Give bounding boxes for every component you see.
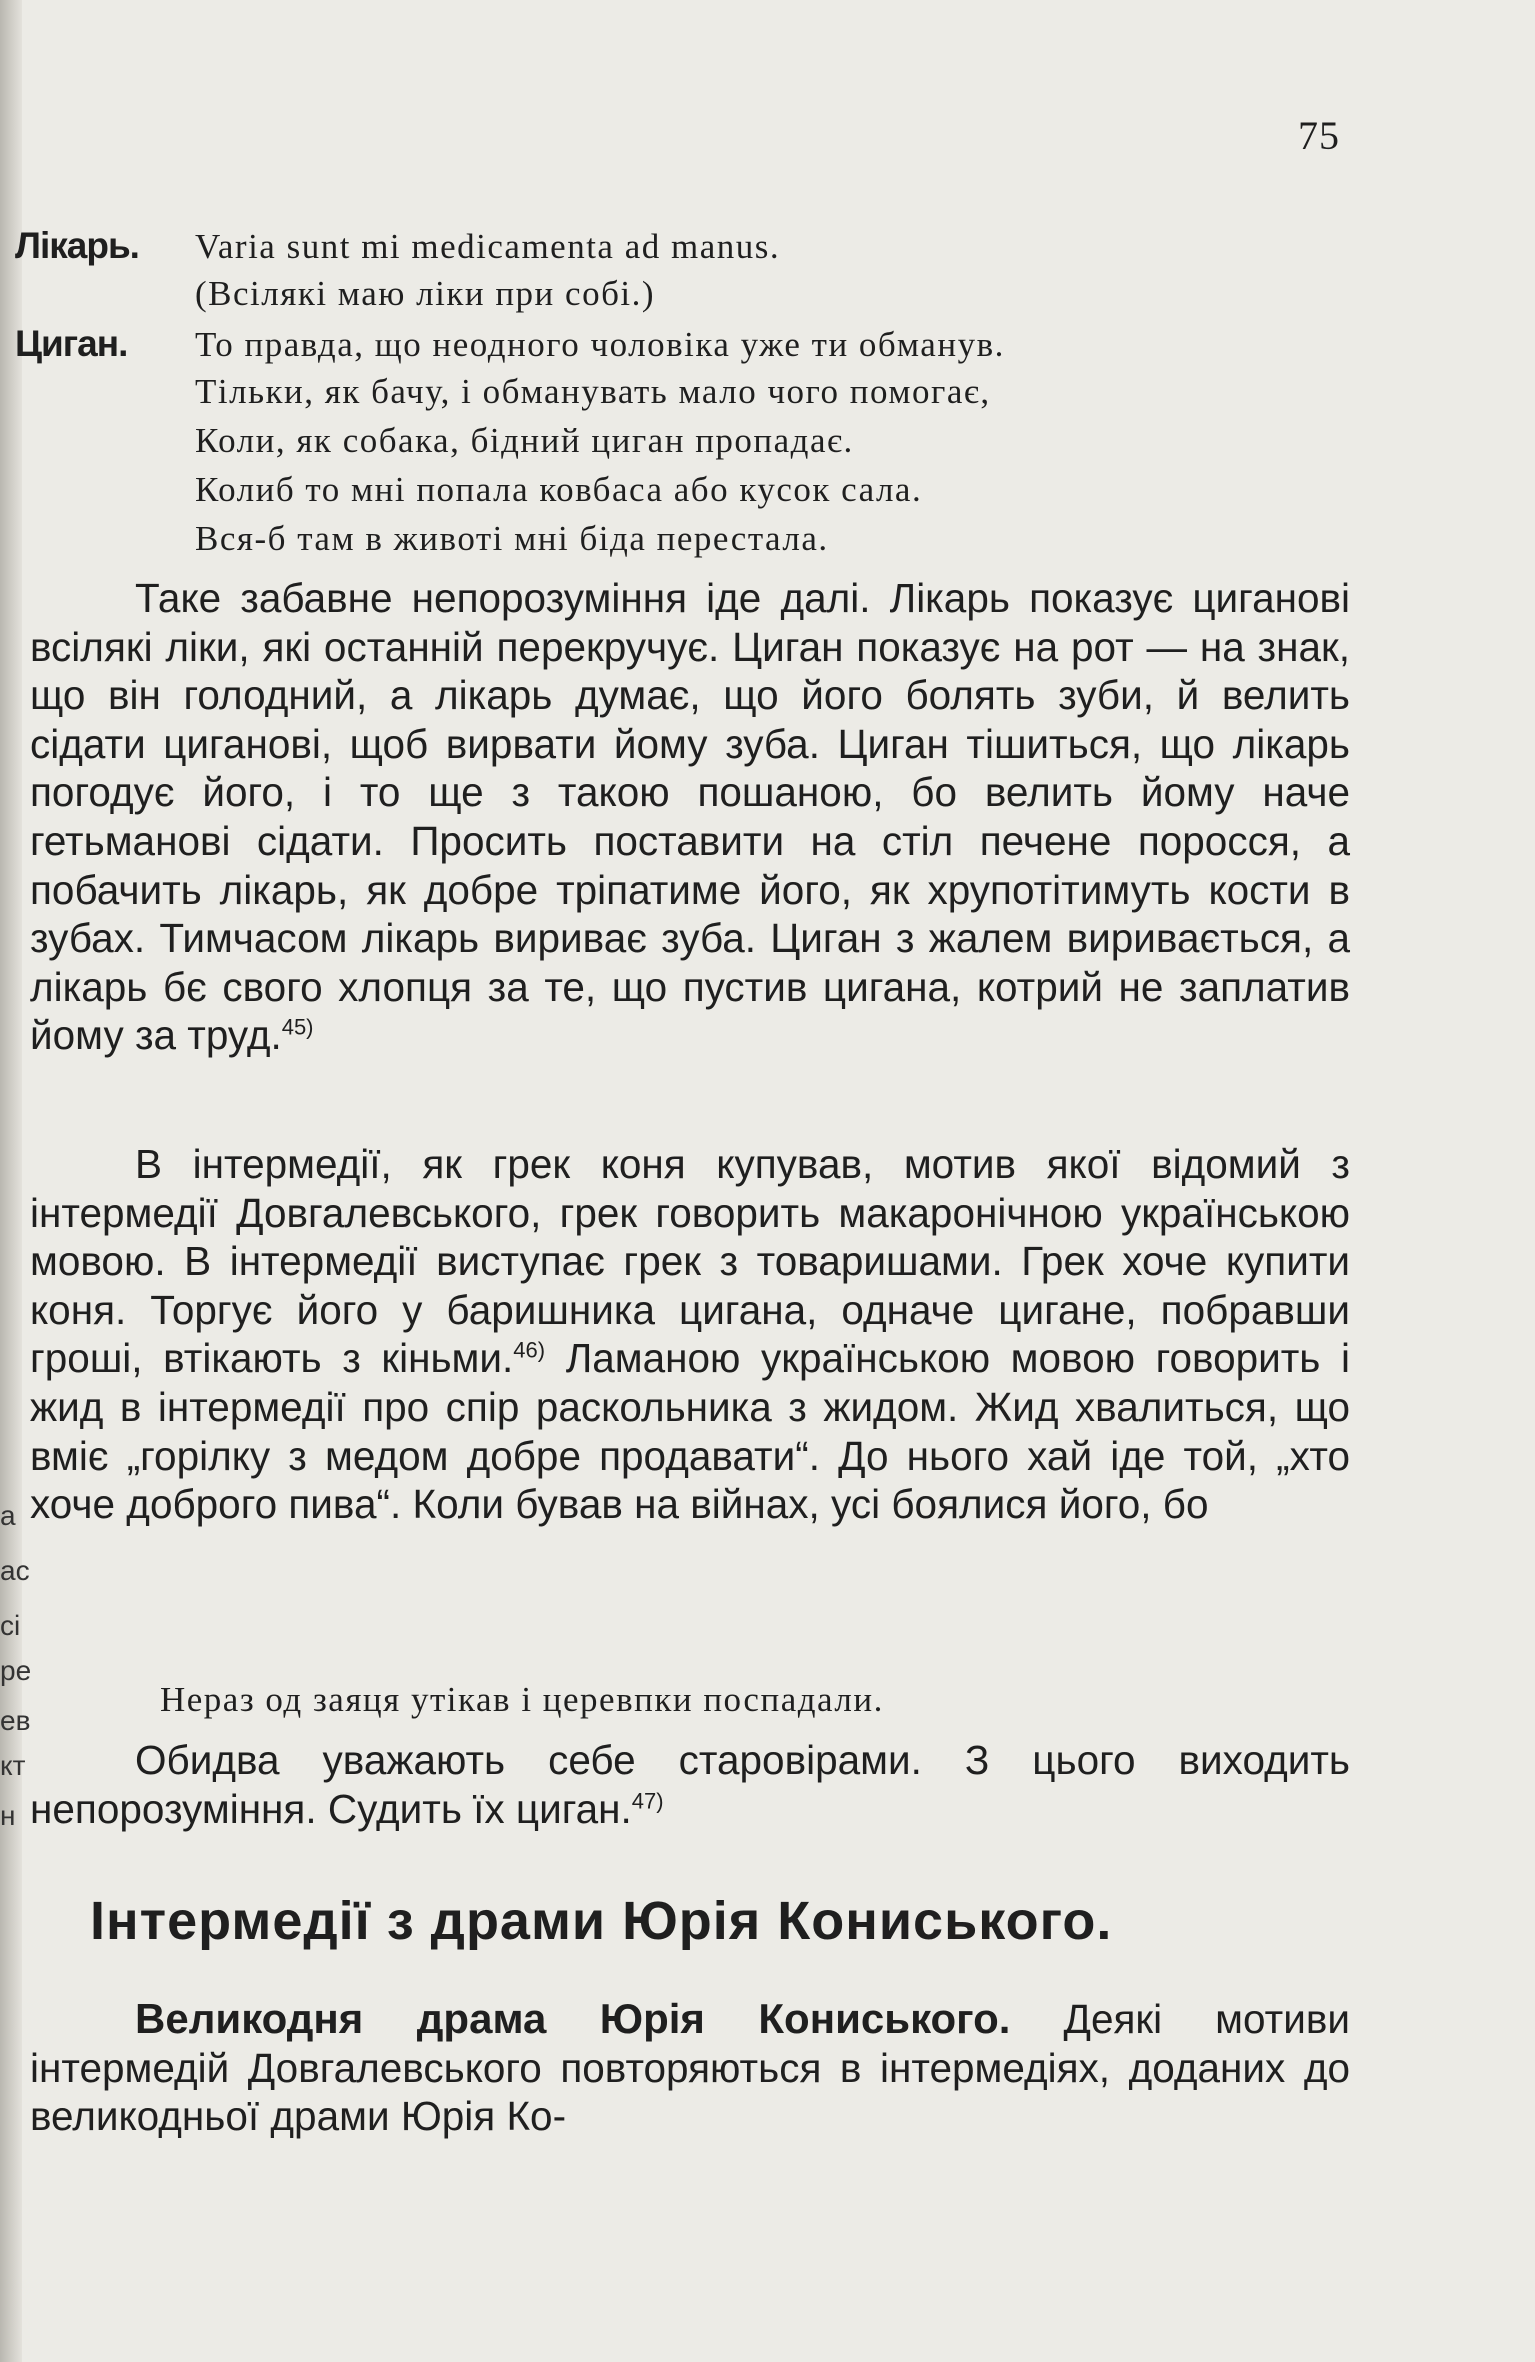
verse-text: То правда, що неодного чоловіка уже ти обманув.: [195, 325, 1005, 364]
paragraph: [30, 574, 1350, 1060]
paragraph: [30, 1736, 1350, 1833]
margin-fragment: сі: [0, 1610, 21, 1641]
footnote-ref: 47): [631, 1788, 664, 1814]
margin-fragment: а: [0, 1500, 16, 1531]
paragraph-text: Таке забавне непорозуміння іде далі. Лікарь показує циганові всілякі ліки, які останній перекручує. Циган показує на рот — на знак, що він голодний, а лікарь думає, що його болять зуби, й велить сідати циганові, щоб вирвати йому зуба. Циган тішиться, що лікарь погодує його, і то ще з такою пошаною, бо велить йому наче гетьманові сідати. Просить поставити на стіл печене поросся, а побачить лікарь, як добре тріпатиме його, як хрупотітимуть кости в зубах. Тимчасом лікарь вириває зуба. Циган з жалем виривається, а лікарь бє свого хлопця за те, що пустив цигана, котрий не заплатив йому за труд.: [30, 575, 1350, 1059]
verse-text: Varia sunt mi medicamenta ad manus.: [195, 227, 781, 266]
paragraph-body: [30, 1736, 1350, 1833]
margin-fragment: ре: [0, 1655, 32, 1686]
paragraph-text: Деякі мотиви інтермедій Довгалевського повторяються в інтермедіях, доданих до великодньої драми Юрія Ко-: [30, 1996, 1350, 2140]
margin-fragment: ев: [0, 1705, 31, 1736]
verse-text: Колиб то мні попала ковбаса або кусок сала.: [195, 470, 923, 509]
verse-dialogue: [15, 225, 1345, 568]
verse-line: [15, 225, 1345, 274]
verse-text: (Всілякі маю ліки при собі.): [195, 274, 656, 313]
page-number: 75: [1298, 113, 1340, 158]
margin-fragment: ас: [0, 1555, 30, 1586]
margin-fragment: н: [0, 1800, 16, 1831]
footnote-ref: 45): [281, 1014, 314, 1040]
speaker-label: Циган.: [15, 323, 128, 364]
verse-text: Вся-б там в животі мні біда перестала.: [195, 519, 829, 558]
verse-line: [15, 470, 1345, 519]
verse-text: Коли, як собака, бідний циган пропадає.: [195, 421, 854, 460]
paragraph-body: [30, 574, 1350, 1060]
section-heading: Інтермедії з драми Юрія Кониського.: [90, 1891, 1113, 1951]
verse-line: [15, 274, 1345, 323]
verse-line: [15, 323, 1345, 372]
verse-text: Тільки, як бачу, і обманувать мало чого помогає,: [195, 372, 991, 411]
margin-fragment: кт: [0, 1750, 26, 1781]
verse-line: [15, 372, 1345, 421]
paragraph-text: Ламаною українською мовою говорить і жид в інтермедії про спір раскольника з жидом. Жид хвалиться, що вміє „горілку з медом добре продавати“. До нього хай іде той, „хто хоче доброго пива“. Коли бував на війнах, усі боялися його, бо: [30, 1335, 1350, 1528]
paragraph: [30, 1140, 1350, 1529]
run-in-heading: Великодня драма Юрія Кониського.: [135, 1995, 1011, 2042]
verse-line: [15, 519, 1345, 568]
quoted-verse: Нераз од заяця утікав і церевпки поспадали.: [160, 1680, 884, 1719]
footnote-ref: 46): [513, 1337, 546, 1363]
paragraph-body: [30, 1140, 1350, 1529]
paragraph-text: Обидва уважають себе старовірами. З цього виходить непорозуміння. Судить їх циган.: [30, 1737, 1350, 1832]
paragraph-body: [30, 1995, 1350, 2141]
paragraph-text: В інтермедії, як грек коня купував, мотив якої відомий з інтермедії Довгалевського, грек говорить макаронічною українською мовою. В інтермедії виступає грек з товаришами. Грек хоче купити коня. Торгує його у баришника цигана, одначе цигане, побравши гроші, втікають з кіньми.: [30, 1141, 1350, 1382]
paragraph: [30, 1995, 1350, 2141]
speaker-label: Лікарь.: [15, 225, 139, 266]
verse-line: [15, 421, 1345, 470]
